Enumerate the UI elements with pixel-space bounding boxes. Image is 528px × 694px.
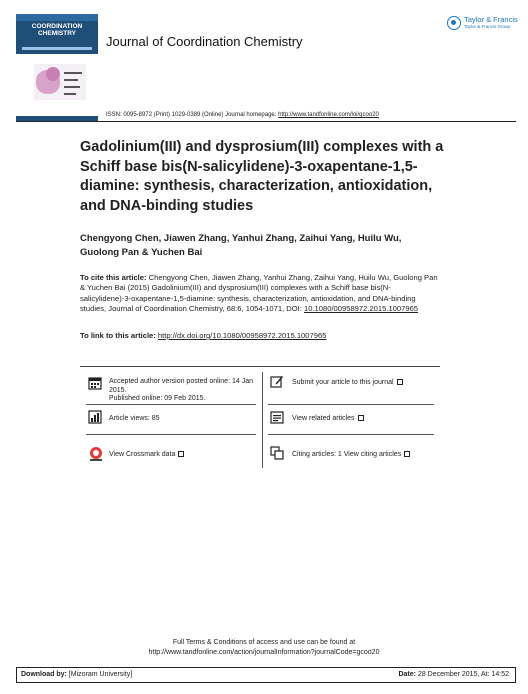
view-related-articles-link[interactable] <box>292 414 442 423</box>
terms-url-link[interactable]: http://www.tandfonline.com/action/journalInformation?journalCode=gcoo20 <box>148 649 380 656</box>
header-divider <box>16 121 516 122</box>
related-articles-icon <box>270 410 284 424</box>
date-label: Date: <box>398 671 416 678</box>
download-by <box>21 671 132 678</box>
graphic-line <box>64 86 80 88</box>
article-authors: Chengyong Chen, Jiawen Zhang, Yanhui Zhang, Zaihui Yang, Huilu Wu, Guolong Pan & Yuchen Bai <box>80 233 402 258</box>
crossmark-label: View Crossmark data <box>109 451 176 458</box>
external-link-icon <box>397 379 403 385</box>
panel-row-divider <box>86 404 256 405</box>
publisher-logo-icon <box>447 16 461 30</box>
cover-top-band <box>16 14 98 21</box>
bar-chart-icon <box>88 410 102 424</box>
download-info-bar <box>16 667 516 683</box>
publisher-name: Taylor & Francis <box>464 15 518 24</box>
issn-line <box>106 112 379 118</box>
terms-notice <box>0 638 528 658</box>
submit-article-label: Submit your article to this journal <box>292 379 394 386</box>
doi-link[interactable]: 10.1080/00958972.2015.1007965 <box>304 304 419 314</box>
date-value: 28 December 2015, At: 14:52 <box>415 671 509 678</box>
calendar-icon <box>88 376 102 390</box>
panel-row-divider <box>268 404 434 405</box>
cite-text: Chengyong Chen, Jiawen Zhang, Yanhui Zhang, Zaihui Yang, Huilu Wu, Guolong Pan & Yuchen Bai (2015) Gadolinium(III) and dysprosium(III) complexes with a Schiff base bis(N-salicylidene)-3-oxapentane-1,5-diamine: synthesis, characterization, antioxidation, and DNA-binding studies, Journal of Coordination Chemistry, 68:6, 1054-1071, DOI: <box>80 273 438 314</box>
related-articles-label: View related articles <box>292 415 355 422</box>
panel-vertical-divider <box>262 372 263 468</box>
graphic-blob-small <box>46 67 60 81</box>
article-doi-url-link[interactable]: http://dx.doi.org/10.1080/00958972.2015.1007965 <box>157 331 327 340</box>
terms-line-1: Full Terms & Conditions of access and use can be found at <box>172 639 356 646</box>
article-views: Article views: 85 <box>109 415 160 422</box>
panel-row-divider <box>86 434 256 435</box>
cover-title: COORDINATION CHEMISTRY <box>31 23 83 37</box>
external-link-icon <box>404 451 410 457</box>
journal-cover-thumbnail <box>16 14 98 54</box>
panel-row-divider <box>268 434 434 435</box>
journal-graphic-image <box>34 64 86 100</box>
link-label: To link to this article: <box>80 331 158 340</box>
download-value: [Mizoram University] <box>66 671 133 678</box>
cite-label: To cite this article: <box>80 273 147 282</box>
graphic-line <box>64 93 76 95</box>
article-link-line <box>80 331 440 340</box>
citing-articles-icon <box>270 446 284 460</box>
view-crossmark-link[interactable] <box>109 450 259 459</box>
external-link-icon <box>358 415 364 421</box>
citing-articles-link[interactable] <box>292 450 442 459</box>
download-date <box>398 671 509 678</box>
edit-icon <box>270 374 284 388</box>
issn-text: ISSN: 0095-8972 (Print) 1029-0389 (Online) Journal homepage: <box>106 112 279 118</box>
journal-title[interactable]: Journal of Coordination Chemistry <box>106 34 303 49</box>
accepted-date: Accepted author version posted online: 14 Jan 2015. <box>109 378 253 394</box>
cover-bar <box>22 47 92 50</box>
citing-articles-label: Citing articles: 1 View citing articles <box>292 451 402 458</box>
published-date: Published online: 09 Feb 2015. <box>109 395 206 402</box>
graphic-line <box>64 72 82 74</box>
publisher-tagline: Taylor & Francis Group <box>464 24 511 29</box>
graphic-line <box>64 79 78 81</box>
article-title: Gadolinium(III) and dysprosium(III) complexes with a Schiff base bis(N-salicylidene)-3-oxapentane-1,5-diamine: synthesis, characterization, antioxidation, and DNA-binding studies <box>80 139 444 214</box>
citation-block <box>80 273 440 315</box>
journal-homepage-link[interactable]: http://www.tandfonline.com/loi/gcoo20 <box>278 112 379 118</box>
external-link-icon <box>178 451 184 457</box>
submit-article-link[interactable] <box>292 378 442 387</box>
publisher-logo[interactable] <box>447 14 517 36</box>
panel-top-border <box>80 366 440 367</box>
download-label: Download by: <box>21 671 67 678</box>
crossmark-icon <box>88 446 104 462</box>
